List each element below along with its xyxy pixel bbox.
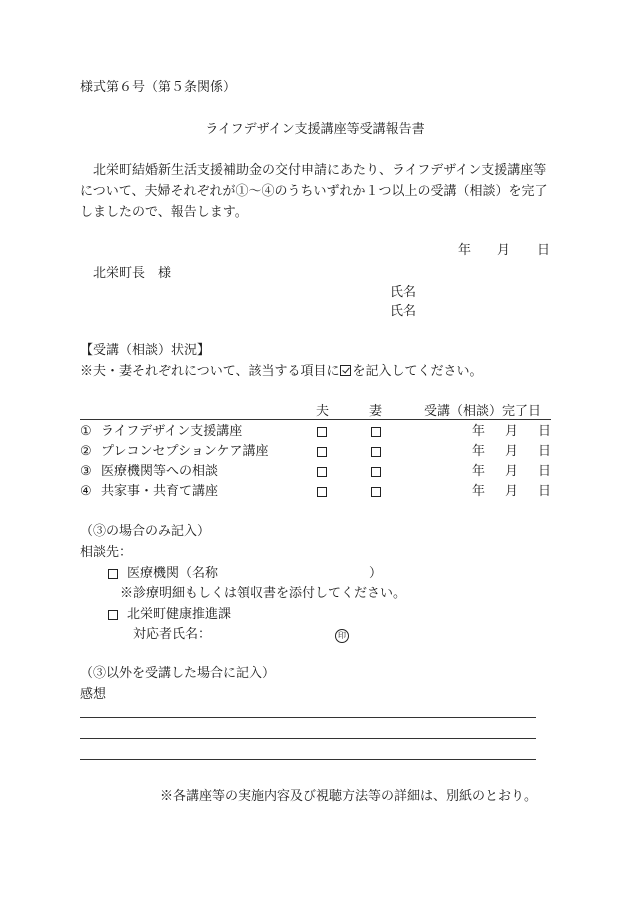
impressions-line-2[interactable] xyxy=(80,738,536,739)
impressions-label: 感想 xyxy=(80,687,107,702)
completed-year-label: 年 xyxy=(472,484,486,499)
instruction-text-before: ※夫・妻それぞれについて、該当する項目に xyxy=(80,364,340,379)
row-label: 医療機関等への相談 xyxy=(101,464,219,479)
impressions-line-3[interactable] xyxy=(80,759,536,760)
impressions-line-1[interactable] xyxy=(80,717,536,718)
completed-day-label: 日 xyxy=(538,464,552,479)
intro-paragraph: 北栄町結婚新生活支援補助金の交付申請にあたり、ライフデザイン支援講座等について、夫婦それぞれが①～④のうちいずれか１つ以上の受講（相談）を完了しましたので、報告します。 xyxy=(80,163,548,220)
date-year-label: 年 xyxy=(458,243,472,258)
row-label: プレコンセプションケア講座 xyxy=(101,444,269,459)
applicant-name-label-1: 氏名 xyxy=(390,285,417,300)
consultation-note: （③の場合のみ記入） xyxy=(80,524,211,539)
completed-year-label: 年 xyxy=(472,444,486,459)
seal-mark: 印 xyxy=(335,629,349,643)
row-label: 共家事・共育て講座 xyxy=(101,484,219,499)
wife-checkbox[interactable] xyxy=(371,487,381,497)
health-office-checkbox[interactable] xyxy=(108,610,118,620)
completed-day-label: 日 xyxy=(538,424,552,439)
document-title: ライフデザイン支援講座等受講報告書 xyxy=(205,122,425,137)
husband-checkbox[interactable] xyxy=(317,427,327,437)
husband-checkbox[interactable] xyxy=(317,487,327,497)
applicant-name-label-2: 氏名 xyxy=(390,304,417,319)
row-number: ③ xyxy=(80,464,92,479)
row-number: ④ xyxy=(80,484,92,499)
instruction-text-after: を記入してください。 xyxy=(352,364,483,379)
health-office-label: 北栄町健康推進課 xyxy=(127,607,232,622)
completed-month-label: 月 xyxy=(505,424,519,439)
medical-receipt-note: ※診療明細もしくは領収書を添付してください。 xyxy=(120,586,407,601)
staff-name-label: 対応者氏名： xyxy=(133,627,212,642)
wife-checkbox[interactable] xyxy=(371,447,381,457)
impressions-note: （③以外を受講した場合に記入） xyxy=(80,666,276,681)
date-month-label: 月 xyxy=(497,243,511,258)
row-number: ② xyxy=(80,444,92,459)
completed-month-label: 月 xyxy=(505,484,519,499)
seal-wrapper xyxy=(335,627,349,643)
status-instruction xyxy=(80,364,483,380)
medical-institution-label: 医療機関（名称 xyxy=(127,566,219,581)
row-label: ライフデザイン支援講座 xyxy=(101,424,243,439)
consultation-destination-label: 相談先： xyxy=(80,545,133,560)
wife-checkbox[interactable] xyxy=(371,427,381,437)
husband-checkbox[interactable] xyxy=(317,467,327,477)
completed-day-label: 日 xyxy=(538,484,552,499)
row-number: ① xyxy=(80,424,92,439)
date-day-label: 日 xyxy=(537,243,551,258)
footer-note: ※各講座等の実施内容及び視聴方法等の詳細は、別紙のとおり。 xyxy=(160,789,538,804)
completed-month-label: 月 xyxy=(505,444,519,459)
column-completed-date: 受講（相談）完了日 xyxy=(424,404,542,419)
completed-year-label: 年 xyxy=(472,464,486,479)
medical-institution-close-paren: ） xyxy=(369,566,383,581)
medical-institution-checkbox[interactable] xyxy=(108,569,118,579)
form-number: 様式第６号（第５条関係） xyxy=(80,80,237,95)
wife-checkbox[interactable] xyxy=(371,467,381,477)
checked-box-icon xyxy=(340,365,351,376)
addressee: 北栄町長 様 xyxy=(93,266,172,281)
husband-checkbox[interactable] xyxy=(317,447,327,457)
completed-year-label: 年 xyxy=(472,424,486,439)
completed-month-label: 月 xyxy=(505,464,519,479)
status-heading: 【受講（相談）状況】 xyxy=(80,343,211,358)
table-header-divider xyxy=(80,419,551,420)
column-husband: 夫 xyxy=(316,404,330,419)
column-wife: 妻 xyxy=(369,404,383,419)
completed-day-label: 日 xyxy=(538,444,552,459)
